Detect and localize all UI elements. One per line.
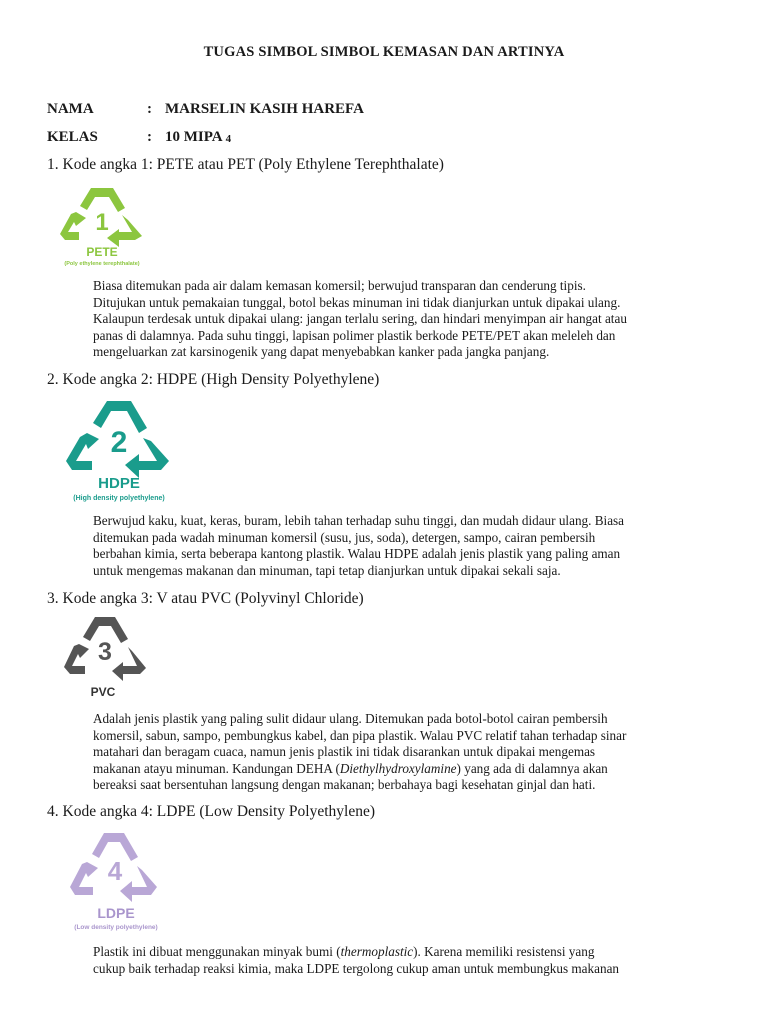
- recycle-triangle-icon: [57, 398, 182, 506]
- section-3-body: [93, 711, 733, 794]
- section-2-body: [93, 513, 733, 579]
- text-line: cukup baik terhadap reaksi kimia, maka LDPE tergolong cukup aman untuk membungkus makanan: [93, 960, 620, 976]
- pete-caption: (Poly ethylene terephthalate): [64, 261, 140, 267]
- text-line: matahari dan beragam cuaca, namun jenis plastik ini tidak disarankan untuk dipakai mengemas: [93, 744, 596, 760]
- class-colon: :: [147, 129, 152, 145]
- text-line: Adalah jenis plastik yang paling sulit didaur ulang. Ditemukan pada botol-botol cairan pembersih: [93, 711, 608, 726]
- italic-term: thermoplastic: [340, 944, 414, 959]
- name-row: [47, 101, 364, 118]
- section-3-heading: 3. Kode angka 3: V atau PVC (Polyvinyl Chloride): [47, 590, 364, 607]
- class-label: KELAS: [47, 129, 98, 145]
- section-4-body: [93, 944, 733, 977]
- pete-number: 1: [95, 209, 109, 236]
- text-line: panas di dalamnya. Pada suhu tinggi, lapisan polimer plastik berkode PETE/PET akan meleleh dan: [93, 327, 616, 343]
- text-line: Biasa ditemukan pada air dalam kemasan komersil; berwujud transparan dan cenderung tipis.: [93, 278, 586, 293]
- class-row: [47, 129, 231, 146]
- hdpe-caption: (High density polyethylene): [73, 495, 165, 502]
- name-value: MARSELIN KASIH HAREFA: [165, 101, 364, 117]
- text-line: Berwujud kaku, kuat, keras, buram, lebih tahan terhadap suhu tinggi, dan mudah didaur ulang. Biasa: [93, 513, 625, 528]
- text-line: ditemukan pada wadah minuman komersil (susu, jus, soda), detergen, sampo, cairan pembersih: [93, 529, 596, 545]
- hdpe-logo: [57, 398, 182, 506]
- text-line: [93, 944, 733, 961]
- class-subscript: 4: [225, 133, 232, 145]
- text-line: bereaksi saat bersentuhan langsung dengan makanan; berbahaya bagi kesehatan ginjal dan hati.: [93, 777, 596, 793]
- text-line: untuk mengemas makanan dan minuman, tapi tetap dianjurkan untuk dipakai sekali saja.: [93, 562, 561, 578]
- name-colon: :: [147, 101, 152, 117]
- text-line: Ditujukan untuk pemakaian tunggal, botol bekas minuman ini tidak dianjurkan untuk dipakai ulang.: [93, 294, 621, 310]
- text-line: Kalaupun terdesak untuk dipakai ulang: jangan terlalu sering, dan hindari menyimpan air hangat atau: [93, 311, 627, 327]
- text-line: mengeluarkan zat karsinogenik yang dapat menyebabkan kanker pada jangka panjang.: [93, 344, 550, 360]
- text-segment: Plastik ini dibuat menggunakan minyak bumi (: [93, 944, 341, 959]
- text-line: komersil, sabun, sampo, pembungkus kabel, dan pipa plastik. Walau PVC relatif tahan terhadap sinar: [93, 727, 627, 743]
- pvc-logo: [60, 614, 150, 702]
- hdpe-code: HDPE: [98, 475, 140, 492]
- pvc-number: 3: [98, 638, 112, 666]
- ldpe-logo: [62, 830, 170, 934]
- section-2-heading: 2. Kode angka 2: HDPE (High Density Polyethylene): [47, 371, 380, 388]
- name-label: NAMA: [47, 101, 94, 117]
- recycle-triangle-icon: [60, 614, 150, 702]
- text-line: berbahan kimia, serta beberapa kantong plastik. Walau HDPE adalah jenis plastik yang paling aman: [93, 546, 621, 562]
- pete-code: PETE: [86, 245, 118, 259]
- text-segment: makanan atayu minuman. Kandungan DEHA (: [93, 760, 340, 776]
- pete-logo: [52, 184, 152, 269]
- ldpe-code: LDPE: [97, 905, 135, 921]
- class-value: 10 MIPA: [165, 129, 222, 145]
- pvc-code: PVC: [90, 685, 116, 699]
- document-title: TUGAS SIMBOL SIMBOL KEMASAN DAN ARTINYA: [203, 44, 565, 60]
- ldpe-caption: (Low density polyethylene): [74, 924, 158, 931]
- section-1-heading: 1. Kode angka 1: PETE atau PET (Poly Ethylene Terephthalate): [47, 156, 444, 173]
- hdpe-number: 2: [110, 426, 128, 459]
- recycle-triangle-icon: [62, 830, 170, 934]
- ldpe-number: 4: [107, 856, 123, 886]
- italic-term: Diethylhydroxylamine: [339, 760, 457, 776]
- text-segment: ). Karena memiliki resistensi yang: [413, 944, 595, 959]
- section-1-body: [93, 278, 733, 361]
- text-segment: ) yang ada di dalamnya akan: [456, 760, 608, 776]
- text-line: [93, 761, 733, 778]
- section-4-heading: 4. Kode angka 4: LDPE (Low Density Polyethylene): [47, 803, 376, 820]
- recycle-triangle-icon: [52, 184, 152, 269]
